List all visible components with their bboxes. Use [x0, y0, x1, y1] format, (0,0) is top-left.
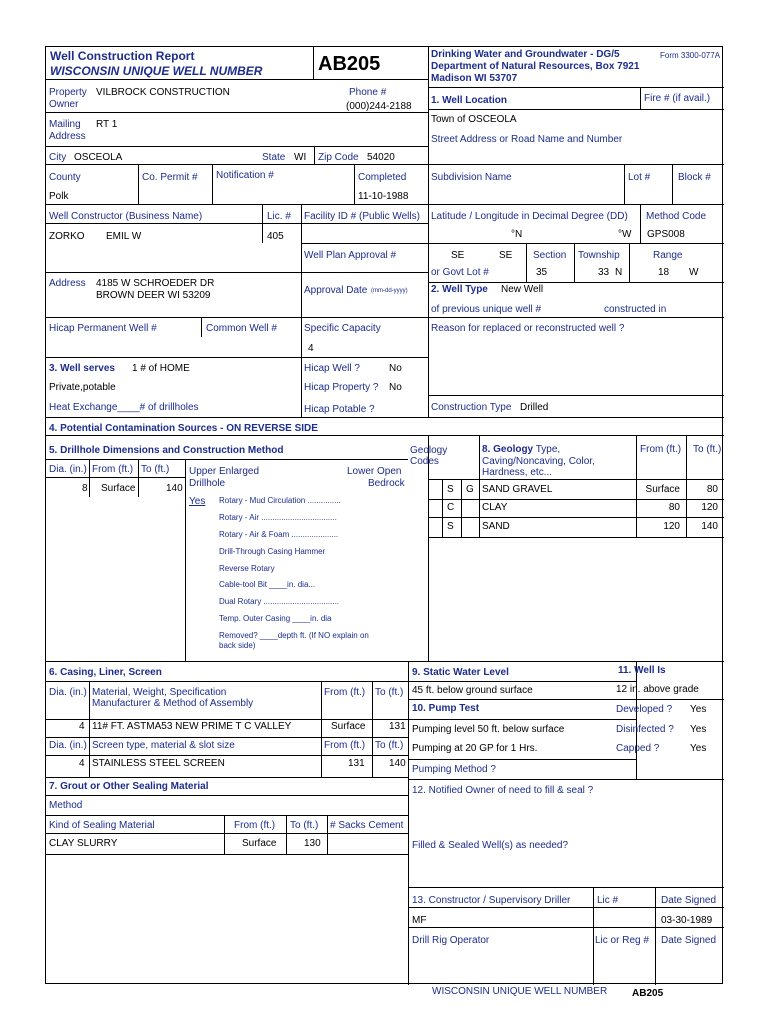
divider — [327, 815, 328, 854]
rotary-mud-yes: Yes — [189, 496, 206, 507]
divider — [46, 204, 724, 205]
well-type-value: New Well — [501, 284, 544, 295]
sacks-label: # Sacks Cement — [330, 820, 404, 831]
subdivision-label: Subdivision Name — [431, 172, 512, 183]
method-label: Method Code — [646, 211, 707, 222]
lic-reg-label: Lic or Reg # — [595, 935, 649, 946]
divider — [408, 759, 636, 760]
capped-label: Capped ? — [616, 743, 660, 754]
pump-test-title: 10. Pump Test — [412, 703, 480, 714]
phone-value: (000)244-2188 — [346, 101, 412, 112]
govt-lot-label: or Govt Lot # — [431, 267, 489, 278]
divider — [46, 459, 408, 460]
grout-from-value: Surface — [242, 838, 277, 849]
permit-label: Co. Permit # — [142, 172, 198, 183]
range-dir: W — [689, 267, 699, 278]
constructor-last: ZORKO — [49, 231, 85, 242]
city-label: City — [49, 152, 67, 163]
casing-from-value: Surface — [331, 721, 366, 732]
from-label: From (ft.) — [92, 464, 134, 475]
divider — [624, 164, 625, 204]
signature-lic-label: Lic # — [597, 895, 619, 906]
divider — [46, 681, 408, 682]
geology-code-1: C — [447, 502, 455, 513]
divider — [408, 779, 724, 780]
divider — [46, 272, 428, 273]
divider — [46, 223, 428, 224]
well-type-title: 2. Well Type — [431, 284, 488, 295]
casing-from-label: From (ft.) — [324, 687, 366, 698]
divider — [46, 737, 408, 738]
hicap-permanent-label: Hicap Permanent Well # — [49, 323, 157, 334]
signature-date-label: Date Signed — [661, 895, 717, 906]
divider — [428, 47, 429, 417]
geology-codes-label-1: Geology — [410, 445, 448, 456]
mailing-address: RT 1 — [96, 119, 118, 130]
pumping-rate: Pumping at 20 GP for 1 Hrs. — [412, 743, 538, 754]
lat-unit: °N — [511, 229, 523, 240]
divider — [655, 887, 656, 985]
owner-label: Owner — [49, 99, 79, 110]
casing-to-label: To (ft.) — [375, 687, 404, 698]
zip-value: 54020 — [367, 152, 395, 163]
constructor-address-label: Address — [49, 278, 86, 289]
casing-desc-value: 11# FT. ASTMA53 NEW PRIME T C VALLEY — [92, 721, 292, 732]
disinfected-value: Yes — [690, 724, 707, 735]
divider — [428, 395, 724, 396]
screen-label: Screen type, material & slot size — [92, 740, 235, 751]
sealing-kind-value: CLAY SLURRY — [49, 838, 118, 849]
divider — [408, 927, 724, 928]
developed-value: Yes — [690, 704, 707, 715]
divider — [185, 459, 186, 661]
divider — [672, 164, 673, 204]
quarter-1: SE — [451, 250, 465, 261]
divider — [46, 777, 408, 778]
divider — [526, 243, 527, 282]
contamination-title: 4. Potential Contamination Sources - ON REVERSE SIDE — [49, 423, 318, 434]
hicap-well-label: Hicap Well ? — [304, 363, 360, 374]
construction-method-0: Rotary - Mud Circulation ............... — [219, 496, 341, 505]
well-is-title: 11. Well Is — [618, 665, 666, 676]
divider — [301, 357, 428, 358]
divider — [46, 833, 408, 834]
constructor-signature-label: 13. Constructor / Supervisory Driller — [412, 895, 571, 906]
divider — [640, 87, 641, 109]
disinfected-label: Disinfected ? — [616, 724, 674, 735]
township-value: 33 — [598, 267, 610, 278]
approval-date-label: Approval Date — [304, 285, 368, 296]
divider — [321, 681, 322, 777]
divider — [428, 479, 724, 480]
street-label: Street Address or Road Name and Number — [431, 134, 623, 145]
lot-label: Lot # — [628, 172, 651, 183]
geology-code-1: S — [447, 484, 454, 495]
divider — [428, 87, 724, 88]
divider — [354, 164, 355, 204]
divider — [46, 417, 724, 418]
well-serves-title: 3. Well serves — [49, 363, 115, 374]
form-title: Well Construction Report — [50, 49, 195, 63]
common-well-label: Common Well # — [206, 323, 277, 334]
facility-label: Facility ID # (Public Wells) — [304, 211, 420, 222]
constructor-address-1: 4185 W SCHROEDER DR — [96, 278, 215, 289]
static-water-level: 45 ft. below ground surface — [412, 685, 533, 696]
divider — [461, 479, 462, 537]
specific-capacity-value: 4 — [308, 343, 314, 354]
geology-title-line2: Caving/Noncaving, Color, — [482, 456, 595, 467]
divider — [428, 109, 724, 110]
divider — [138, 459, 139, 497]
divider — [616, 699, 724, 700]
geology-from-label: From (ft.) — [640, 444, 682, 455]
constructor-signature: MF — [412, 915, 427, 926]
divider — [46, 79, 428, 80]
divider — [372, 681, 373, 777]
casing-title: 6. Casing, Liner, Screen — [49, 667, 162, 678]
quarter-2: SE — [499, 250, 513, 261]
agency-line-3: Madison WI 53707 — [431, 73, 518, 84]
completed-date: 11-10-1988 — [358, 191, 409, 202]
divider — [301, 243, 724, 244]
dia-label: Dia. (in.) — [49, 464, 87, 475]
agency-line-1: Drinking Water and Groundwater - DG/5 — [431, 49, 620, 60]
constructor-address-2: BROWN DEER WI 53209 — [96, 290, 211, 301]
drillhole-from: Surface — [101, 483, 136, 494]
construction-method-7: Temp. Outer Casing ____in. dia — [219, 614, 332, 623]
divider — [314, 146, 315, 164]
divider — [408, 907, 724, 908]
screen-to-label: To (ft.) — [375, 740, 404, 751]
construction-method-3: Drill-Through Casing Hammer — [219, 547, 326, 556]
geology-code-2: G — [466, 484, 474, 495]
geology-description: CLAY — [482, 502, 508, 513]
bedrock-label: Bedrock — [368, 478, 405, 489]
hicap-potable-label: Hicap Potable ? — [304, 404, 375, 415]
geology-description: SAND — [482, 521, 510, 532]
plan-approval-label: Well Plan Approval # — [304, 250, 397, 261]
grout-from-label: From (ft.) — [234, 820, 276, 831]
divider — [46, 815, 408, 816]
divider — [89, 459, 90, 497]
township-label: Township — [578, 250, 620, 261]
hicap-property-value: No — [389, 382, 402, 393]
agency-line-2: Department of Natural Resources, Box 7921 — [431, 61, 640, 72]
divider — [442, 479, 443, 537]
hicap-property-label: Hicap Property ? — [304, 382, 379, 393]
constructor-first: EMIL W — [106, 231, 142, 242]
city-value: OSCEOLA — [74, 152, 123, 163]
drill-rig-operator-label: Drill Rig Operator — [412, 935, 490, 946]
lic-value: 405 — [267, 231, 284, 242]
geology-title-line3: Hardness, etc... — [482, 467, 553, 478]
form-number: Form 3300-077A — [660, 51, 721, 60]
divider — [408, 681, 636, 682]
divider — [46, 317, 428, 318]
grout-to-label: To (ft.) — [290, 820, 319, 831]
geology-to: 140 — [701, 521, 718, 532]
to-label: To (ft.) — [141, 464, 170, 475]
zip-label: Zip Code — [318, 152, 359, 163]
section-label: Section — [533, 250, 567, 261]
divider — [46, 719, 408, 720]
construction-type-label: Construction Type — [431, 402, 512, 413]
divider — [636, 435, 637, 537]
signature-date: 03-30-1989 — [661, 915, 713, 926]
divider — [636, 661, 637, 779]
homes-value: 1 # of HOME — [132, 363, 190, 374]
construction-method-1: Rotary - Air .................................. — [219, 513, 337, 522]
divider — [46, 112, 428, 113]
divider — [212, 164, 213, 204]
divider — [593, 887, 594, 985]
notification-label: Notification # — [216, 170, 274, 181]
divider — [46, 146, 428, 147]
drillhole-dia: 8 — [82, 483, 88, 494]
divider — [640, 204, 641, 243]
construction-method-6: Dual Rotary .................................. — [219, 597, 340, 606]
state-value: WI — [294, 152, 307, 163]
fire-label: Fire # (if avail.) — [644, 93, 711, 104]
divider — [408, 661, 409, 985]
town-value: Town of OSCEOLA — [431, 114, 517, 125]
lower-open-label: Lower Open — [347, 466, 402, 477]
construction-type-value: Drilled — [520, 402, 549, 413]
lic-label: Lic. # — [267, 211, 291, 222]
heat-exchange-label: Heat Exchange____# of drillholes — [49, 402, 199, 413]
geology-from: 80 — [668, 502, 680, 513]
completed-label: Completed — [358, 172, 407, 183]
pumping-method-label: Pumping Method ? — [412, 764, 496, 775]
divider — [313, 47, 314, 80]
reason-label: Reason for replaced or reconstructed well ? — [431, 323, 625, 334]
address-label: Address — [49, 131, 86, 142]
drillhole-title: 5. Drillhole Dimensions and Construction Method — [49, 445, 284, 456]
divider — [46, 854, 408, 855]
divider — [428, 317, 724, 318]
previous-well-label: of previous unique well # — [431, 304, 542, 315]
pumping-level: Pumping level 50 ft. below surface — [412, 724, 565, 735]
geology-description: SAND GRAVEL — [482, 484, 553, 495]
divider — [201, 317, 202, 337]
divider — [89, 681, 90, 777]
divider — [574, 243, 575, 282]
divider — [408, 699, 636, 700]
range-label: Range — [653, 250, 683, 261]
construction-method-2: Rotary - Air & Foam ..................... — [219, 530, 339, 539]
divider — [46, 795, 408, 796]
drillhole-label: Drillhole — [189, 478, 226, 489]
casing-to-value: 131 — [389, 721, 406, 732]
construction-method-4: Reverse Rotary — [219, 564, 275, 573]
divider — [428, 537, 724, 538]
divider — [428, 282, 724, 283]
specific-capacity-label: Specific Capacity — [304, 323, 381, 334]
divider — [262, 204, 263, 243]
property-label: Property — [49, 87, 87, 98]
geology-from: Surface — [645, 484, 680, 495]
county-value: Polk — [49, 191, 69, 202]
hicap-well-value: No — [389, 363, 402, 374]
form-subtitle: WISCONSIN UNIQUE WELL NUMBER — [50, 64, 263, 78]
divider — [686, 435, 687, 537]
casing-dia-value: 4 — [79, 721, 85, 732]
screen-from-value: 131 — [348, 758, 365, 769]
divider — [408, 719, 636, 720]
geology-codes-label-2: Codes — [410, 456, 439, 467]
divider — [479, 435, 724, 436]
screen-desc-value: STAINLESS STEEL SCREEN — [92, 758, 225, 769]
phone-label: Phone # — [349, 87, 387, 98]
upper-enlarged-label: Upper Enlarged — [189, 466, 260, 477]
grout-to-value: 130 — [304, 838, 321, 849]
divider — [46, 357, 301, 358]
filled-sealed-label: Filled & Sealed Well(s) as needed? — [412, 840, 569, 851]
removed-note: Removed? ____depth ft. (If NO explain on back side) — [219, 631, 369, 650]
mailing-label: Mailing — [49, 119, 81, 130]
developed-label: Developed ? — [616, 704, 673, 715]
screen-to-value: 140 — [389, 758, 406, 769]
screen-from-label: From (ft.) — [324, 740, 366, 751]
geology-to: 80 — [706, 484, 718, 495]
operator-date-label: Date Signed — [661, 935, 717, 946]
screen-dia-value: 4 — [79, 758, 85, 769]
divider — [286, 815, 287, 854]
state-label: State — [262, 152, 286, 163]
divider — [224, 815, 225, 854]
geology-title: 8. Geology Type, — [482, 444, 561, 455]
divider — [301, 204, 302, 417]
footer-text: WISCONSIN UNIQUE WELL NUMBER — [432, 986, 608, 997]
geology-to: 120 — [701, 502, 718, 513]
constructed-in-label: constructed in — [604, 304, 667, 315]
latlong-label: Latitude / Longitude in Decimal Degree (DD) — [431, 211, 628, 222]
grout-method-label: Method — [49, 800, 83, 811]
block-label: Block # — [678, 172, 711, 183]
use-value: Private,potable — [49, 382, 116, 393]
divider — [428, 499, 724, 500]
divider — [46, 755, 408, 756]
approval-date-format: (mm-dd-yyyy) — [371, 288, 408, 294]
divider — [428, 517, 724, 518]
geology-code-1: S — [447, 521, 454, 532]
notified-owner-label: 12. Notified Owner of need to fill & seal ? — [412, 785, 594, 796]
well-location-title: 1. Well Location — [431, 95, 507, 106]
divider — [479, 435, 480, 537]
capped-value: Yes — [690, 743, 707, 754]
constructor-label: Well Constructor (Business Name) — [49, 211, 203, 222]
grade-value: 12 in. above grade — [616, 684, 699, 695]
method-value: GPS008 — [647, 229, 685, 240]
divider — [629, 243, 630, 282]
section-value: 35 — [536, 267, 548, 278]
drillhole-to: 140 — [166, 483, 183, 494]
long-unit: °W — [618, 229, 632, 240]
footer-well-number: AB205 — [632, 988, 664, 999]
county-label: County — [49, 172, 81, 183]
grout-title: 7. Grout or Other Sealing Material — [49, 781, 209, 792]
screen-dia-label: Dia. (in.) — [49, 740, 87, 751]
static-water-title: 9. Static Water Level — [412, 667, 509, 678]
township-dir: N — [615, 267, 623, 278]
geology-to-label: To (ft.) — [693, 444, 722, 455]
owner-name: VILBROCK CONSTRUCTION — [96, 87, 230, 98]
divider — [408, 887, 724, 888]
divider — [428, 435, 429, 661]
divider — [46, 164, 724, 165]
construction-method-5: Cable-tool Bit ____in. dia... — [219, 580, 316, 589]
divider — [138, 164, 139, 204]
well-number: AB205 — [318, 53, 381, 75]
divider — [46, 477, 185, 478]
casing-dia-label: Dia. (in.) — [49, 687, 87, 698]
range-value: 18 — [658, 267, 670, 278]
geology-from: 120 — [663, 521, 680, 532]
sealing-kind-label: Kind of Sealing Material — [49, 820, 155, 831]
casing-material-label: Material, Weight, Specification Manufacturer & Method of Assembly — [92, 687, 254, 709]
well-construction-form — [45, 46, 723, 984]
divider — [46, 661, 724, 662]
